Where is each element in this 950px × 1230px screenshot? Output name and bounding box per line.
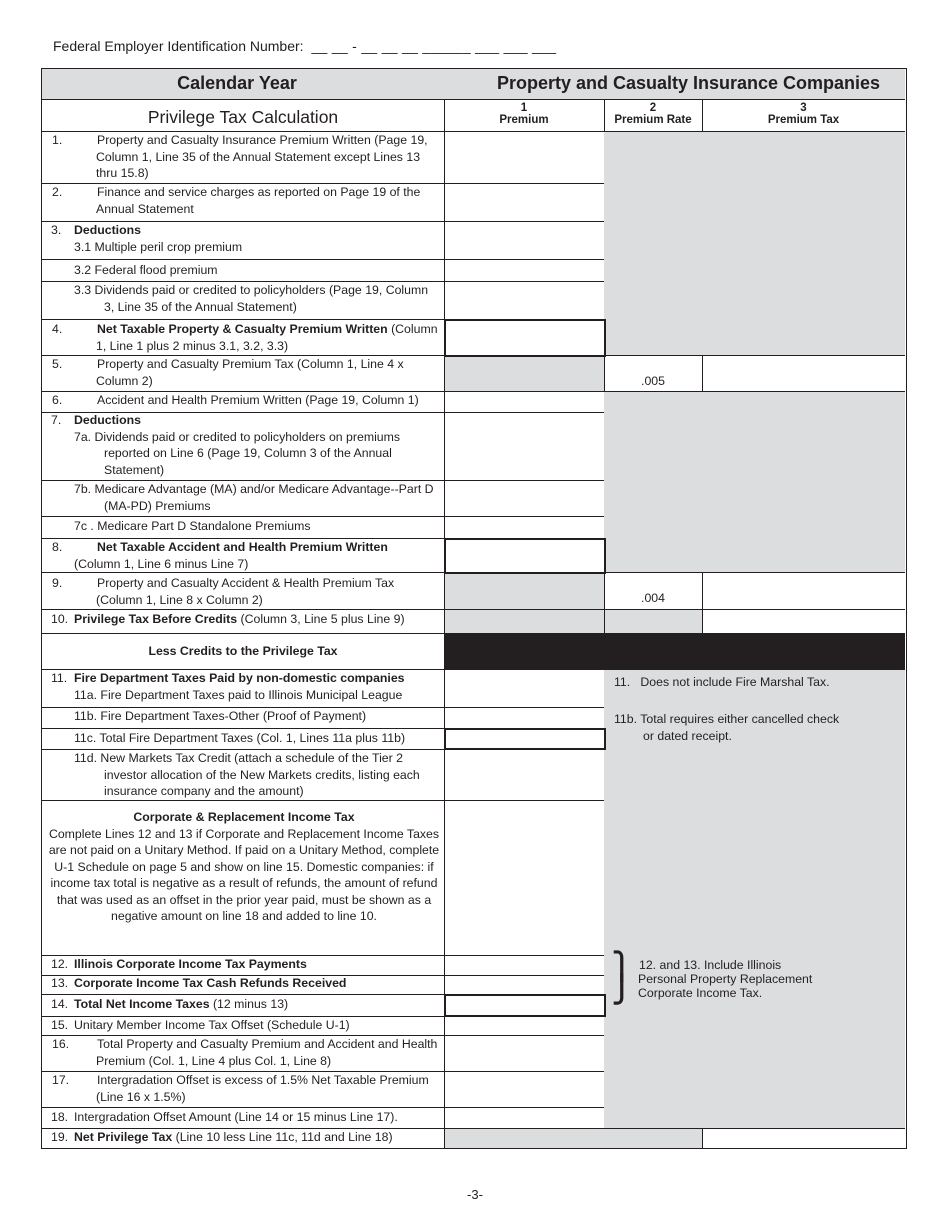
line-text: 11d. New Markets Tax Credit (attach a schedule of the Tier 2 investor allocation of the New Markets credits, listing each insurance company and the amount) bbox=[74, 751, 420, 798]
note-12-line2: Personal Property Replacement bbox=[638, 972, 813, 986]
line-number: 13. bbox=[51, 976, 69, 990]
line11c-total-box[interactable] bbox=[444, 728, 606, 750]
line-8 bbox=[51, 539, 436, 572]
section-title: Privilege Tax Calculation bbox=[147, 107, 339, 127]
line-7c bbox=[51, 518, 436, 535]
fein-label: Federal Employer Identification Number: bbox=[53, 38, 304, 54]
hline bbox=[42, 609, 905, 610]
col2-number: 2 bbox=[649, 102, 657, 114]
line5-rate: .005 bbox=[641, 374, 665, 388]
line-number: 11. bbox=[51, 671, 68, 685]
line-number: 5. bbox=[52, 357, 63, 371]
vline-col3-top bbox=[702, 99, 703, 131]
note-12-line1: 12. and 13. Include Illinois bbox=[639, 958, 782, 972]
line-bold: Deductions bbox=[74, 413, 141, 427]
col3-header bbox=[702, 102, 905, 126]
line-14 bbox=[51, 996, 443, 1013]
line-text: Finance and service charges as reported on Page 19 of the Annual Statement bbox=[96, 185, 421, 216]
line-3-3 bbox=[51, 282, 436, 315]
line-number: 3. bbox=[51, 223, 62, 237]
col3-label: Premium Tax bbox=[767, 114, 840, 126]
line-text: 3.3 Dividends paid or credited to policyholders (Page 19, Column 3, Line 35 of the Annual Statement) bbox=[74, 283, 429, 314]
hline bbox=[42, 99, 905, 100]
col2-label: Premium Rate bbox=[614, 114, 692, 126]
line-9 bbox=[51, 575, 436, 608]
calendar-year-title: Calendar Year bbox=[177, 73, 297, 93]
fein-input[interactable]: __ __ - __ __ __ ______ ___ ___ ___ bbox=[311, 38, 557, 54]
income-tax-body: Complete Lines 12 and 13 if Corporate and Replacement Income Taxes are not paid on a Unitary Method. If paid on a Unitary Method, complete U-1 Schedule on page 5 and show on line 15. Domestic companies: if income tax total is negative as a result of refunds, the amount of refund that was used as an offset in the prior year paid, must be shown as a negative amount on line 18 and added to line 10. bbox=[48, 826, 440, 923]
line-text: 7c . Medicare Part D Standalone Premiums bbox=[74, 519, 311, 533]
line-11b bbox=[51, 708, 436, 725]
shade-col23-b bbox=[604, 391, 905, 572]
line-number: 12. bbox=[51, 957, 69, 971]
note-11b-line2: or dated receipt. bbox=[643, 728, 732, 743]
col1-label: Premium bbox=[499, 114, 549, 126]
shade-col23-a bbox=[604, 131, 905, 355]
line-number: 7. bbox=[51, 413, 62, 427]
hline bbox=[42, 1107, 604, 1108]
line-number: 18. bbox=[51, 1110, 69, 1124]
line-text: (Column 3, Line 5 plus Line 9) bbox=[237, 612, 405, 626]
shade-col2-l10 bbox=[604, 609, 702, 633]
line-number: 9. bbox=[52, 576, 63, 590]
line-number: 4. bbox=[52, 322, 63, 336]
col3-number: 3 bbox=[800, 102, 807, 114]
line-number: 15. bbox=[51, 1018, 69, 1032]
income-tax-block bbox=[48, 809, 440, 925]
page-number: -3- bbox=[467, 1187, 483, 1202]
line-number: 2. bbox=[52, 185, 63, 199]
line-bold: Deductions bbox=[74, 223, 141, 237]
line-bold: Net Privilege Tax bbox=[74, 1130, 173, 1144]
vline-col1 bbox=[444, 99, 445, 1148]
line-text: (Column 1, Line 6 minus Line 7) bbox=[74, 556, 249, 571]
line-text: Accident and Health Premium Written (Page 19, Column 1) bbox=[97, 393, 419, 407]
col1-number: 1 bbox=[520, 102, 528, 114]
line-text: Unitary Member Income Tax Offset (Schedule U-1) bbox=[74, 1018, 350, 1032]
line-bold: Net Taxable Property & Casualty Premium Written bbox=[97, 322, 388, 336]
line-4 bbox=[51, 321, 443, 354]
line8-total-box[interactable] bbox=[444, 538, 606, 574]
line-number: 16. bbox=[52, 1037, 70, 1051]
shade-col1-l9 bbox=[444, 572, 604, 633]
vline-col3-l19 bbox=[702, 1128, 703, 1148]
line-12 bbox=[51, 956, 443, 973]
shade-col12-l19 bbox=[444, 1128, 702, 1148]
vline-col2-top bbox=[604, 99, 605, 131]
line-10 bbox=[51, 611, 443, 628]
line-11a: 11a. Fire Department Taxes paid to Illinois Municipal League bbox=[74, 687, 403, 702]
line-6 bbox=[51, 392, 436, 409]
col1-header bbox=[444, 102, 604, 126]
line4-total-box[interactable] bbox=[444, 319, 606, 357]
line-15 bbox=[51, 1017, 443, 1034]
line-text: (Column 1, Line 1 plus 2 minus 3.1, 3.2, 3.3) bbox=[96, 322, 438, 353]
line-5 bbox=[51, 356, 436, 389]
line-text: (12 minus 13) bbox=[209, 997, 289, 1011]
line9-rate: .004 bbox=[641, 591, 665, 605]
note-12-line3: Corporate Income Tax. bbox=[638, 986, 763, 1000]
line-2 bbox=[51, 184, 436, 217]
line-number: 19. bbox=[51, 1130, 69, 1144]
line-bold: Fire Department Taxes Paid by non-domestic companies bbox=[74, 671, 405, 685]
credits-header: Less Credits to the Privilege Tax bbox=[148, 644, 338, 658]
line-number: 14. bbox=[51, 997, 69, 1011]
shade-col1-l5 bbox=[444, 355, 604, 391]
tax-form-table bbox=[41, 68, 907, 1149]
hline bbox=[42, 633, 905, 634]
line-text: Property and Casualty Accident & Health Premium Tax (Column 1, Line 8 x Column 2) bbox=[96, 576, 395, 607]
line-text: Total Property and Casualty Premium and Accident and Health Premium (Col. 1, Line 4 plus Col. 1, Line 8) bbox=[96, 1037, 438, 1068]
line-11c bbox=[51, 730, 443, 747]
fein-line bbox=[53, 38, 556, 54]
line-text: Intergradation Offset is excess of 1.5% Net Taxable Premium (Line 16 x 1.5%) bbox=[96, 1073, 429, 1104]
line-number: 8. bbox=[52, 540, 63, 554]
line-19 bbox=[51, 1129, 443, 1146]
line-number: 17. bbox=[52, 1073, 70, 1087]
note-12-13 bbox=[638, 958, 898, 1000]
income-tax-title: Corporate & Replacement Income Tax bbox=[133, 810, 355, 824]
line-3-1: 3.1 Multiple peril crop premium bbox=[74, 239, 243, 254]
line-18 bbox=[51, 1109, 443, 1126]
line-bold: Total Net Income Taxes bbox=[74, 997, 210, 1011]
line-bold: Illinois Corporate Income Tax Payments bbox=[74, 957, 307, 971]
line-bold: Privilege Tax Before Credits bbox=[74, 612, 238, 626]
line-text: Property and Casualty Insurance Premium Written (Page 19, Column 1, Line 35 of the Annual Statement except Lines 13 thru 15.8) bbox=[96, 133, 428, 180]
line-text: 11c. Total Fire Department Taxes (Col. 1, Lines 11a plus 11b) bbox=[74, 731, 406, 745]
line-7b bbox=[51, 481, 436, 514]
line-11 bbox=[51, 670, 443, 703]
line-16 bbox=[51, 1036, 443, 1069]
company-type-title: Property and Casualty Insurance Companies bbox=[496, 73, 881, 93]
hline bbox=[42, 259, 604, 260]
line-17 bbox=[51, 1072, 443, 1105]
credits-dark-bar bbox=[444, 633, 905, 669]
hline bbox=[42, 800, 604, 801]
hline bbox=[42, 516, 604, 517]
line-13 bbox=[51, 975, 443, 992]
line-number: 6. bbox=[52, 393, 63, 407]
line-text: 11b. Fire Department Taxes-Other (Proof of Payment) bbox=[74, 709, 367, 723]
line-text: 7b. Medicare Advantage (MA) and/or Medicare Advantage--Part D (MA-PD) Premiums bbox=[74, 482, 434, 513]
note-11b bbox=[614, 711, 904, 744]
line-text: 3.2 Federal flood premium bbox=[74, 263, 218, 277]
note-11: 11. Does not include Fire Marshal Tax. bbox=[614, 675, 830, 689]
brace-icon: ⎭ bbox=[612, 974, 632, 1004]
vline-col3-mid bbox=[702, 355, 703, 391]
line-3 bbox=[51, 222, 436, 255]
line-bold: Net Taxable Accident and Health Premium Written bbox=[97, 540, 388, 554]
line-3-2 bbox=[51, 262, 436, 279]
line-text: Property and Casualty Premium Tax (Column 1, Line 4 x Column 2) bbox=[96, 357, 404, 388]
line-number: 10. bbox=[51, 612, 69, 626]
col2-header bbox=[604, 102, 702, 126]
line-11d bbox=[51, 750, 436, 800]
note-11b-line1: 11b. Total requires either cancelled check bbox=[614, 712, 840, 726]
line-text: Intergradation Offset Amount (Line 14 or 15 minus Line 17). bbox=[74, 1110, 398, 1124]
line-text: (Line 10 less Line 11c, 11d and Line 18) bbox=[172, 1130, 393, 1144]
line-number: 1. bbox=[52, 133, 63, 147]
brace-icon: ⎫ bbox=[612, 951, 632, 981]
vline-col3-low bbox=[702, 572, 703, 633]
line-7 bbox=[51, 412, 436, 478]
line-bold: Corporate Income Tax Cash Refunds Received bbox=[74, 976, 347, 990]
line-7a: 7a. Dividends paid or credited to policyholders on premiums reported on Line 6 (Page 19, Column 3 of the Annual Statement) bbox=[74, 429, 401, 477]
line14-total-box[interactable] bbox=[444, 994, 606, 1017]
line-1 bbox=[51, 132, 436, 182]
